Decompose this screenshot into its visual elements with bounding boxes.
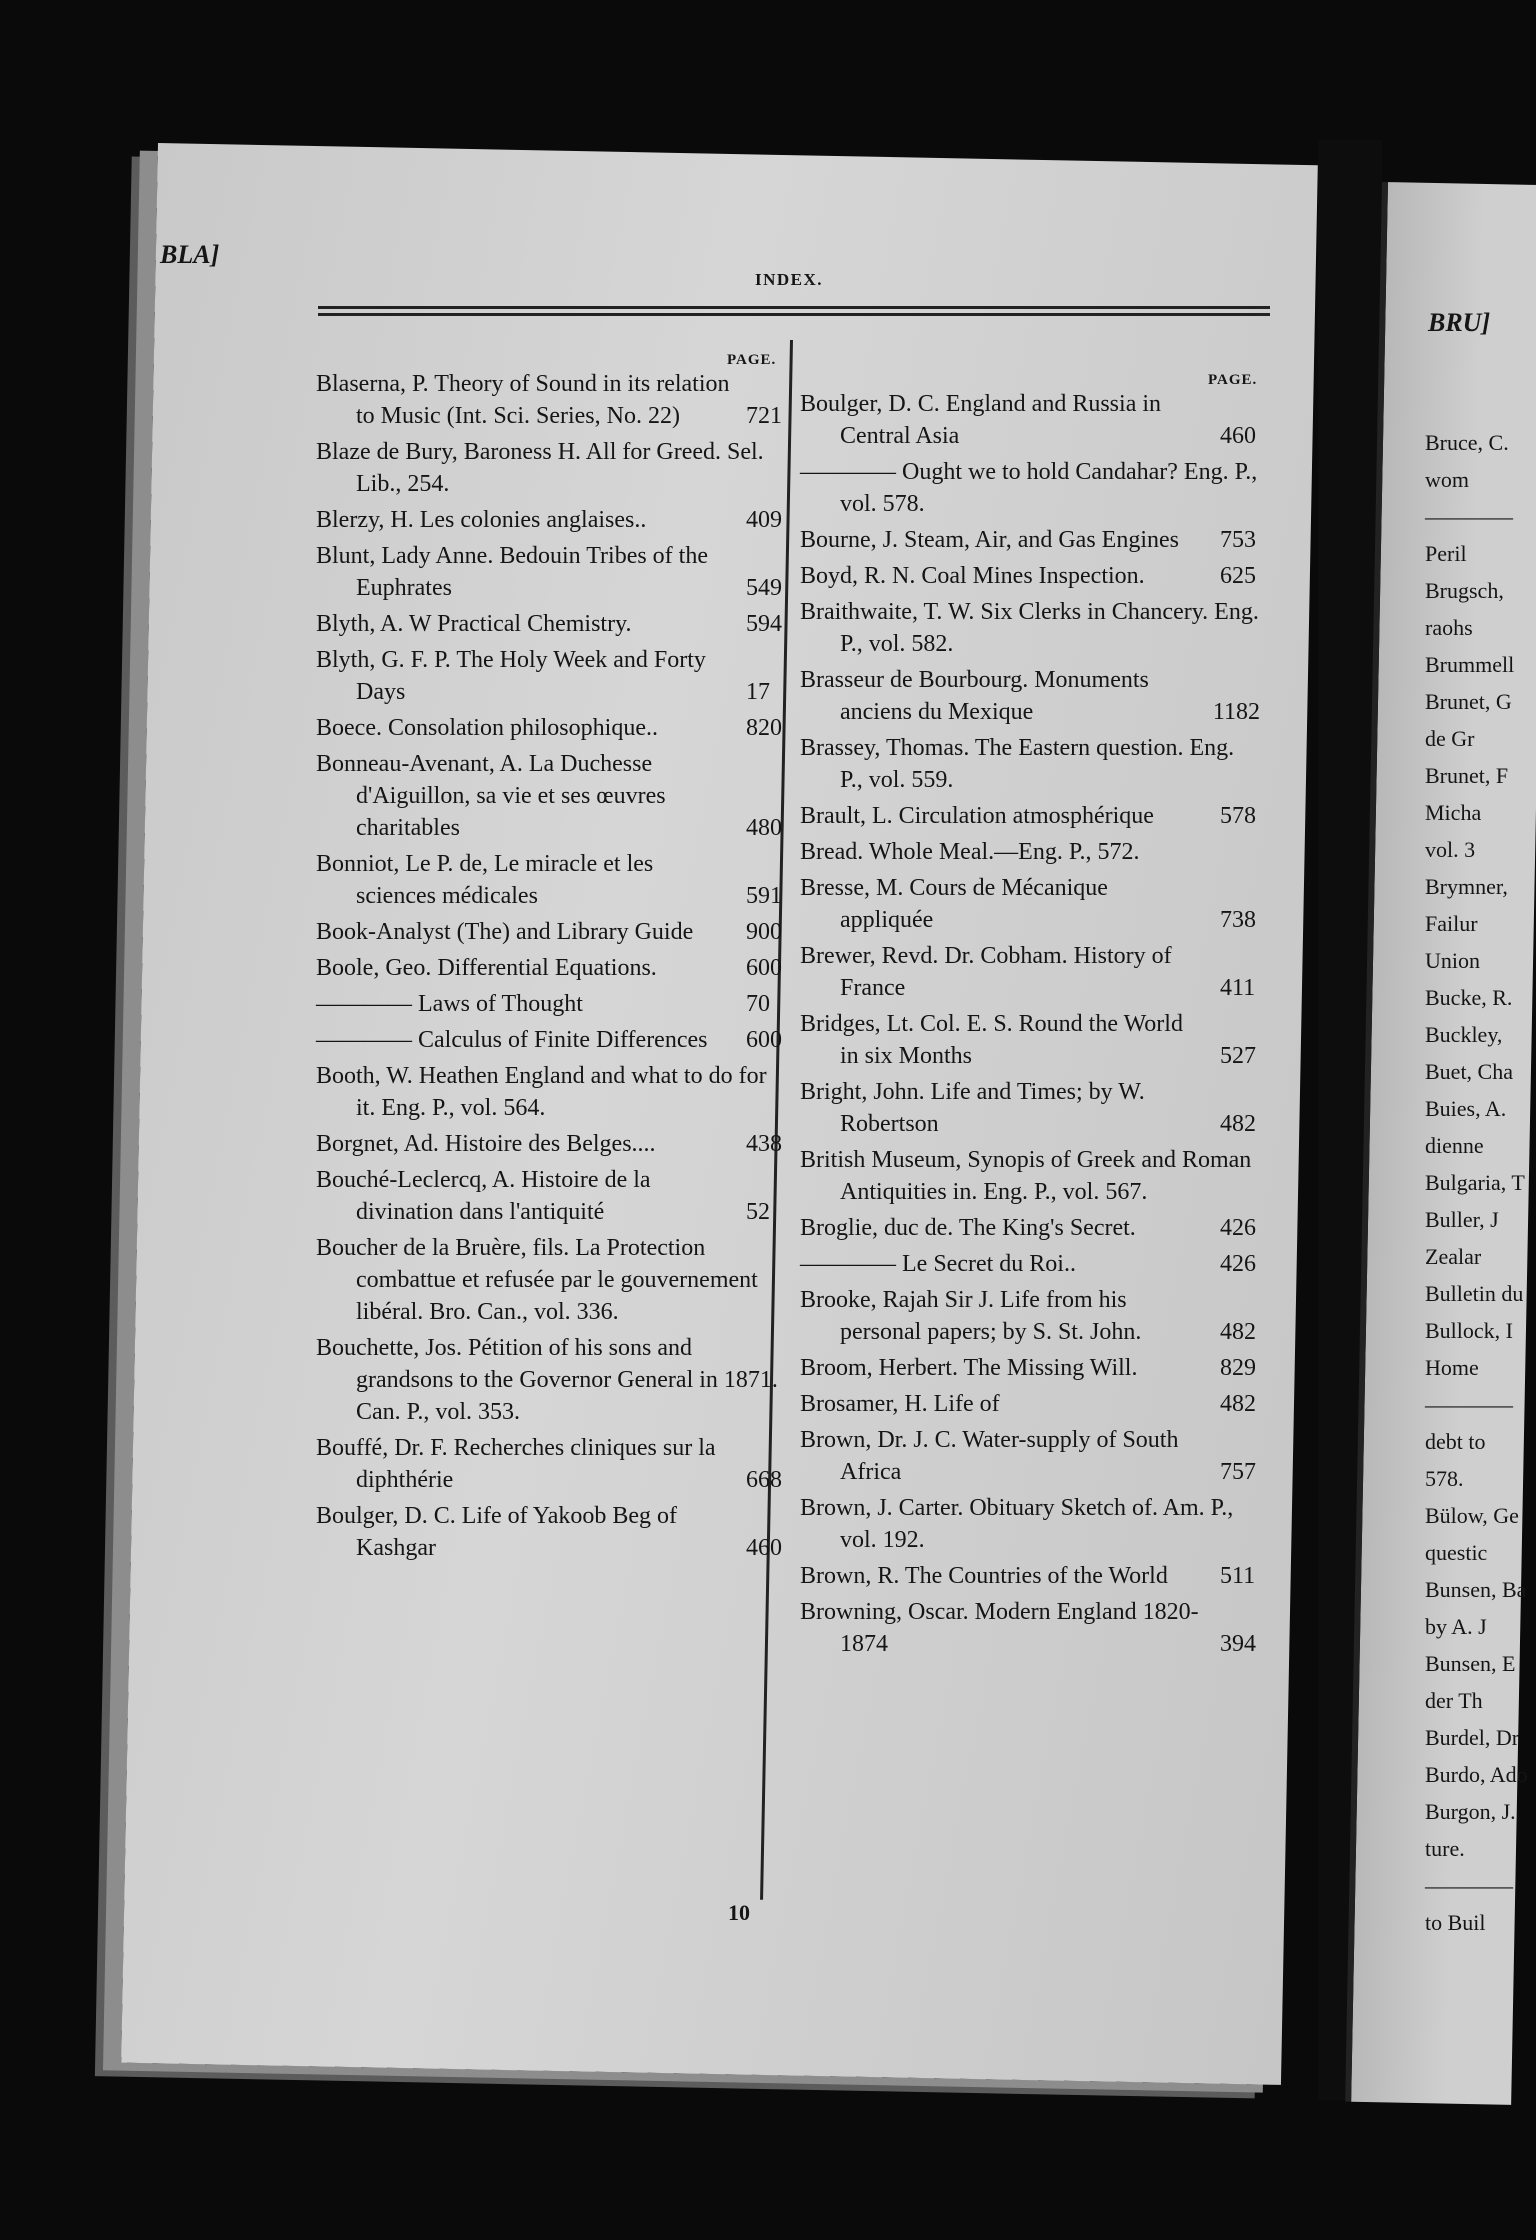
next-page-fragment: Zealar xyxy=(1425,1244,1482,1269)
running-head-center: INDEX. xyxy=(755,270,824,289)
index-entry-text: Bouffé, Dr. F. Recherches cliniques sur la diphthérie xyxy=(316,1435,716,1493)
next-page-fragment: vol. 3 xyxy=(1425,837,1476,862)
index-entry-text: ———— Laws of Thought xyxy=(316,991,583,1017)
index-entry-text: Brown, J. Carter. Obituary Sketch of. Am. P., vol. 192. xyxy=(800,1495,1234,1553)
next-page-fragment: Bulletin du xyxy=(1425,1281,1524,1306)
next-page-fragment: Peril xyxy=(1425,541,1467,566)
index-entry-text: Boole, Geo. Differential Equations. xyxy=(316,955,657,981)
next-page-fragment: ———— xyxy=(1425,1873,1513,1898)
index-entry xyxy=(800,456,1260,520)
index-entry-text: Blerzy, H. Les colonies anglaises.. xyxy=(316,507,647,533)
index-entry-text: British Museum, Synopis of Greek and Roman Antiquities in. Eng. P., vol. 567. xyxy=(800,1147,1252,1205)
next-page-fragment: Buckley, xyxy=(1425,1022,1503,1047)
index-entry: Brooke, Rajah Sir J. Life from his personal papers; by S. St. John. 482 xyxy=(800,1287,1256,1345)
index-entry-text: Brosamer, H. Life of xyxy=(800,1391,1000,1417)
index-entry: Blaserna, P. Theory of Sound in its relation to Music (Int. Sci. Series, No. 22) 721 xyxy=(316,371,782,429)
next-page-fragment: Bruce, C. xyxy=(1425,430,1509,455)
index-entry-text: Bridges, Lt. Col. E. S. Round the World in six Months xyxy=(800,1011,1183,1069)
index-entry: Bouffé, Dr. F. Recherches cliniques sur la diphthérie 668 xyxy=(316,1435,782,1493)
index-entry: Bridges, Lt. Col. E. S. Round the World in six Months 527 xyxy=(800,1011,1256,1069)
index-entry-text: Bouché-Leclercq, A. Histoire de la divination dans l'antiquité xyxy=(316,1167,651,1225)
index-entry: ———— Laws of Thought 70 xyxy=(316,991,770,1017)
next-page-running-head: BRU] xyxy=(1428,308,1491,337)
index-entry-text: Broglie, duc de. The King's Secret. xyxy=(800,1215,1136,1241)
index-entry xyxy=(316,436,786,500)
next-page-fragment: Failur xyxy=(1425,911,1478,936)
index-entry: Bonneau-Avenant, A. La Duchesse d'Aiguillon, sa vie et ses œuvres charitables 480 xyxy=(316,751,782,841)
next-page-fragment: questic xyxy=(1425,1540,1488,1565)
index-entry: Book-Analyst (The) and Library Guide 900 xyxy=(316,919,782,945)
index-entry: Boece. Consolation philosophique.. 820 xyxy=(316,715,782,741)
index-entry: ———— Calculus of Finite Differences 600 xyxy=(316,1027,782,1053)
index-entry-text: Book-Analyst (The) and Library Guide xyxy=(316,919,694,945)
index-entry-text: Boyd, R. N. Coal Mines Inspection. xyxy=(800,563,1145,589)
index-entry-text: Brewer, Revd. Dr. Cobham. History of France xyxy=(800,943,1172,1001)
index-entry xyxy=(800,596,1260,660)
next-page-fragment: ———— xyxy=(1425,1392,1513,1417)
left-page-column-head: PAGE. xyxy=(727,352,777,368)
index-entry: Brown, R. The Countries of the World 511 xyxy=(800,1563,1256,1589)
index-entry-text: Bouchette, Jos. Pétition of his sons and grandsons to the Governor General in 1871. Can. P., vol. 353. xyxy=(316,1335,778,1425)
header-rule-top xyxy=(318,306,1270,309)
index-entry-text: Brassey, Thomas. The Eastern question. Eng. P., vol. 559. xyxy=(800,735,1235,793)
page-number: 10 xyxy=(728,1900,750,1925)
index-entry-text: Bonniot, Le P. de, Le miracle et les sciences médicales xyxy=(316,851,654,909)
right-index-column xyxy=(800,388,1260,1664)
next-page-fragment: Brugsch, xyxy=(1425,578,1504,603)
index-entry-text: Blaserna, P. Theory of Sound in its relation to Music (Int. Sci. Series, No. 22) xyxy=(316,371,730,429)
next-page-fragment: Brunet, G xyxy=(1425,689,1512,714)
index-entry xyxy=(316,1060,786,1124)
index-entry xyxy=(800,732,1260,796)
index-entry xyxy=(800,836,1260,868)
index-entry-text: Bresse, M. Cours de Mécanique appliquée xyxy=(800,875,1108,933)
index-entry: Boulger, D. C. England and Russia in Central Asia 460 xyxy=(800,391,1256,449)
next-page-fragment: ture. xyxy=(1425,1836,1465,1861)
index-entry-text: Borgnet, Ad. Histoire des Belges.... xyxy=(316,1131,656,1157)
index-entry: Browning, Oscar. Modern England 1820-1874 394 xyxy=(800,1599,1256,1657)
next-page-fragment: wom xyxy=(1425,467,1469,492)
index-entry: Blunt, Lady Anne. Bedouin Tribes of the Euphrates 549 xyxy=(316,543,782,601)
index-entry: Blyth, A. W Practical Chemistry. 594 xyxy=(316,611,782,637)
index-entry: Boole, Geo. Differential Equations. 600 xyxy=(316,955,782,981)
index-entry-text: Boulger, D. C. Life of Yakoob Beg of Kashgar xyxy=(316,1503,678,1561)
next-page-fragment: Bunsen, Ba xyxy=(1425,1577,1527,1602)
index-entry xyxy=(800,1144,1260,1208)
next-page-fragment: ———— xyxy=(1425,504,1513,529)
index-entry: Bresse, M. Cours de Mécanique appliquée 738 xyxy=(800,875,1256,933)
next-page-fragment: Micha xyxy=(1425,800,1482,825)
index-entry-text: Browning, Oscar. Modern England 1820-1874 xyxy=(800,1599,1199,1657)
next-page-fragment: Buies, A. xyxy=(1425,1096,1507,1121)
next-page-fragment: Buller, J xyxy=(1425,1207,1499,1232)
next-page-fragment: Home xyxy=(1425,1355,1479,1380)
next-page-fragment: Bullock, I xyxy=(1425,1318,1513,1343)
index-entry: Brewer, Revd. Dr. Cobham. History of France 411 xyxy=(800,943,1256,1001)
index-entry: Blerzy, H. Les colonies anglaises.. 409 xyxy=(316,507,782,533)
left-index-column xyxy=(316,368,786,1568)
next-page-fragment: by A. J xyxy=(1425,1614,1487,1639)
next-page-fragment: Bülow, Ge xyxy=(1425,1503,1519,1528)
index-entry: Borgnet, Ad. Histoire des Belges.... 438 xyxy=(316,1131,782,1157)
next-page-fragment: Bucke, R. xyxy=(1425,985,1513,1010)
index-entry: Bonniot, Le P. de, Le miracle et les sciences médicales 591 xyxy=(316,851,782,909)
next-page-fragment: der Th xyxy=(1425,1688,1483,1713)
next-page-fragment: debt to xyxy=(1425,1429,1486,1454)
next-page-fragment: Bunsen, E xyxy=(1425,1651,1516,1676)
index-entry-text: Blaze de Bury, Baroness H. All for Greed. Sel. Lib., 254. xyxy=(316,439,764,497)
next-page-fragment: raohs xyxy=(1425,615,1473,640)
next-page-fragment: Brunet, F xyxy=(1425,763,1509,788)
index-entry: Boyd, R. N. Coal Mines Inspection. 625 xyxy=(800,563,1256,589)
index-entry: Brosamer, H. Life of 482 xyxy=(800,1391,1256,1417)
index-entry-text: Boece. Consolation philosophique.. xyxy=(316,715,658,741)
next-page-fragment: de Gr xyxy=(1425,726,1475,751)
next-page-fragment: Burgon, J. xyxy=(1425,1799,1516,1824)
index-entry-text: Bright, John. Life and Times; by W. Robertson xyxy=(800,1079,1145,1137)
running-head-left: BLA] xyxy=(160,240,220,269)
index-entry-text: Brown, Dr. J. C. Water-supply of South Africa xyxy=(800,1427,1179,1485)
index-entry-text: Broom, Herbert. The Missing Will. xyxy=(800,1355,1138,1381)
index-entry: Bourne, J. Steam, Air, and Gas Engines 753 xyxy=(800,527,1256,553)
index-entry-text: Blyth, G. F. P. The Holy Week and Forty Days xyxy=(316,647,706,705)
index-entry: ———— Le Secret du Roi.. 426 xyxy=(800,1251,1256,1277)
next-page-fragment: Buet, Cha xyxy=(1425,1059,1513,1084)
index-entry: Brown, Dr. J. C. Water-supply of South Africa 757 xyxy=(800,1427,1256,1485)
index-entry-text: ———— Le Secret du Roi.. xyxy=(800,1251,1076,1277)
header-rule-bottom xyxy=(318,313,1270,316)
index-entry-text: ———— Calculus of Finite Differences xyxy=(316,1027,708,1053)
index-entry: Blyth, G. F. P. The Holy Week and Forty Days 17 xyxy=(316,647,770,705)
index-entry xyxy=(800,1492,1260,1556)
index-entry: Broglie, duc de. The King's Secret. 426 xyxy=(800,1215,1256,1241)
index-entry xyxy=(316,1232,786,1328)
index-entry-text: Brault, L. Circulation atmosphérique xyxy=(800,803,1154,829)
index-entry: Bouché-Leclercq, A. Histoire de la divination dans l'antiquité 52 xyxy=(316,1167,770,1225)
index-entry-text: Boucher de la Bruère, fils. La Protection combattue et refusée par le gouvernement libéral. Bro. Can., vol. 336. xyxy=(316,1235,758,1325)
index-entry-page: 1182 xyxy=(1212,699,1260,725)
index-entry-text: Brooke, Rajah Sir J. Life from his personal papers; by S. St. John. xyxy=(800,1287,1142,1345)
next-page-fragment: Burdel, Dr xyxy=(1425,1725,1520,1750)
next-page-fragment: Burdo, Ado xyxy=(1425,1762,1528,1787)
index-entry-text: Blyth, A. W Practical Chemistry. xyxy=(316,611,632,637)
index-entry-text: Bread. Whole Meal.—Eng. P., 572. xyxy=(800,839,1140,865)
right-page-column-head: PAGE. xyxy=(1208,372,1258,388)
next-page-fragment: Brymner, xyxy=(1425,874,1508,899)
index-entry: Bright, John. Life and Times; by W. Robertson 482 xyxy=(800,1079,1256,1137)
index-entry-text: Boulger, D. C. England and Russia in Central Asia xyxy=(800,391,1162,449)
index-entry xyxy=(316,1332,786,1428)
index-entry-text: Brown, R. The Countries of the World xyxy=(800,1563,1168,1589)
index-entry-text: ———— Ought we to hold Candahar? Eng. P., vol. 578. xyxy=(800,459,1258,517)
next-page-fragment: Brummell xyxy=(1425,652,1515,677)
index-entry xyxy=(800,664,1260,728)
next-page-fragment: Bulgaria, T xyxy=(1425,1170,1525,1195)
next-page-fragment: to Buil xyxy=(1425,1910,1486,1935)
next-page-fragment: dienne xyxy=(1425,1133,1484,1158)
index-entry: Brault, L. Circulation atmosphérique 578 xyxy=(800,803,1256,829)
index-entry-text: Bourne, J. Steam, Air, and Gas Engines xyxy=(800,527,1179,553)
index-entry: Boulger, D. C. Life of Yakoob Beg of Kashgar 460 xyxy=(316,1503,782,1561)
index-entry-text: Bonneau-Avenant, A. La Duchesse d'Aiguillon, sa vie et ses œuvres charitables xyxy=(316,751,666,841)
index-entry-text: Blunt, Lady Anne. Bedouin Tribes of the Euphrates xyxy=(316,543,708,601)
next-page-fragment: 578. xyxy=(1425,1466,1464,1491)
index-entry: Broom, Herbert. The Missing Will. 829 xyxy=(800,1355,1256,1381)
index-entry-text: Braithwaite, T. W. Six Clerks in Chancery. Eng. P., vol. 582. xyxy=(800,599,1259,657)
index-entry-text: Booth, W. Heathen England and what to do for it. Eng. P., vol. 564. xyxy=(316,1063,767,1121)
next-page-fragment: Union xyxy=(1425,948,1480,973)
index-entry-text: Brasseur de Bourbourg. Monuments anciens du Mexique xyxy=(800,667,1149,725)
